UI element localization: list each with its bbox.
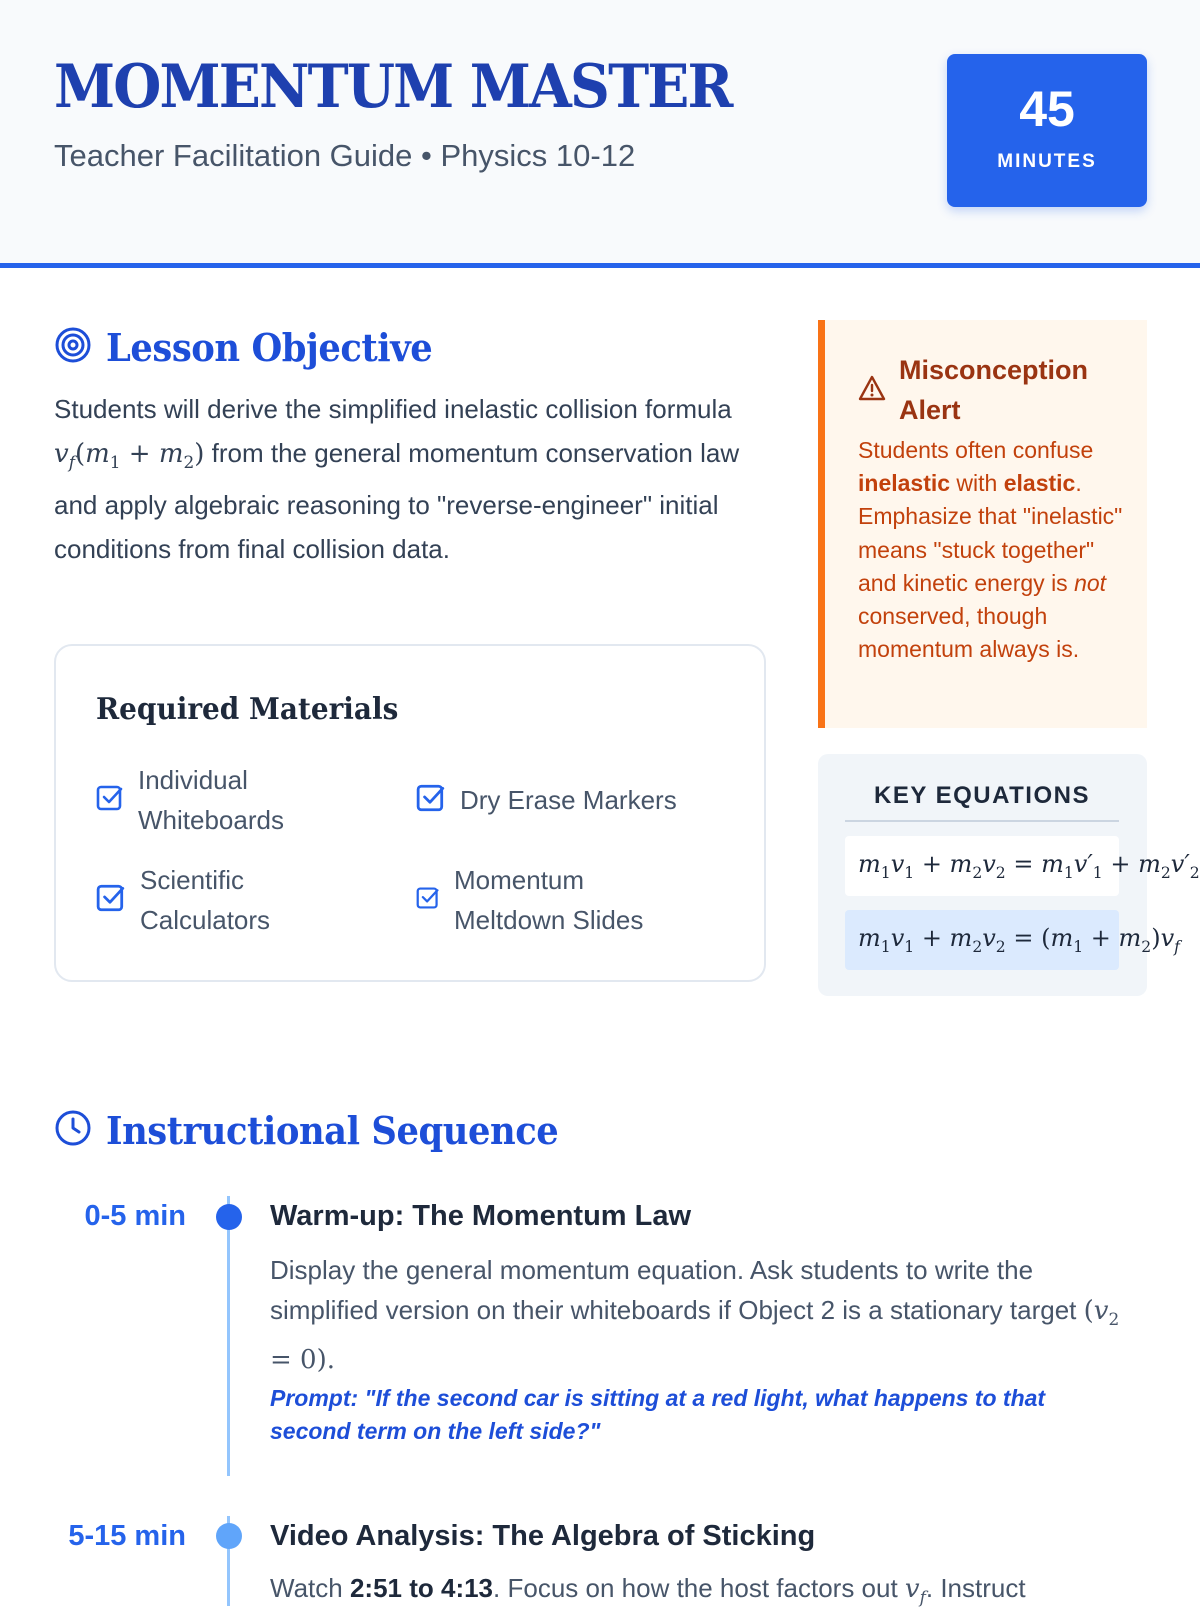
step-title: Warm-up: The Momentum Law: [270, 1200, 692, 1232]
step-body: Watch 2:51 to 4:13. Focus on how the host factors out $v_f$. Instruct: [270, 1573, 1026, 1608]
duration-unit: MINUTES: [997, 151, 1097, 172]
objective-text: Students will derive the simplified inelastic collision formula $v_f(m_1 + m_2)$ from the general momentum conservation law and apply algebraic reasoning to "reverse-engineer" initial conditions from final collision data.: [54, 394, 740, 564]
timeline-dot: [216, 1523, 242, 1549]
checkbox-icon: [96, 784, 124, 817]
equation-general: $m_1v_1 + m_2v_2 = m_1v'_1 + m_2v'_2$: [845, 836, 1119, 896]
duration-value: 45: [1019, 81, 1075, 137]
step-title: Video Analysis: The Algebra of Sticking: [270, 1520, 816, 1552]
objective-heading: [54, 325, 457, 370]
timeline-line: [227, 1196, 230, 1476]
target-icon: [54, 326, 92, 369]
page-title: MOMENTUM MASTER: [54, 52, 732, 122]
checkbox-icon: [416, 886, 440, 915]
material-item: Momentum Meltdown Slides: [416, 860, 674, 940]
header: [0, 0, 1200, 268]
materials-heading: Required Materials: [96, 692, 399, 727]
page-subtitle: Teacher Facilitation Guide • Physics 10-12: [54, 138, 636, 173]
step-body: Display the general momentum equation. Ask students to write the simplified version on their whiteboards if Object 2 is a stationary target $(v_2 = 0)$.: [270, 1255, 1120, 1376]
misconception-alert: [818, 320, 1147, 728]
warning-icon: [858, 375, 886, 406]
alert-body: Students often confuse inelastic with elastic. Emphasize that "inelastic" means "stuck together" and kinetic energy is not conserved, though momentum always is.: [858, 437, 1123, 663]
alert-title: Misconception Alert: [899, 355, 1089, 425]
sequence-heading-label: Instructional Sequence: [106, 1108, 559, 1153]
duration-badge: [947, 54, 1147, 207]
step-prompt: Prompt: "If the second car is sitting at a red light, what happens to that second term on the left side?": [270, 1385, 1046, 1444]
material-item: Dry Erase Markers: [416, 780, 677, 820]
materials-card: [54, 644, 766, 982]
objective-heading-label: Lesson Objective: [106, 325, 433, 370]
equation-inelastic: $m_1v_1 + m_2v_2 = (m_1 + m_2)v_f$: [845, 910, 1119, 970]
key-equations-heading: KEY EQUATIONS: [845, 782, 1119, 822]
clock-icon: [54, 1109, 92, 1152]
objective-formula: $v_f(m_1 + m_2)$: [54, 438, 205, 472]
checkbox-icon: [96, 883, 126, 918]
step-time: 5-15 min: [68, 1520, 186, 1552]
material-item: Individual Whiteboards: [96, 760, 338, 840]
alert-heading: [858, 350, 1129, 430]
material-item: Scientific Calculators: [96, 860, 340, 940]
step-time: 0-5 min: [84, 1200, 186, 1232]
checkbox-icon: [416, 783, 446, 818]
key-equations-card: [818, 754, 1200, 996]
sequence-heading: [54, 1108, 592, 1153]
timeline-dot: [216, 1204, 242, 1230]
